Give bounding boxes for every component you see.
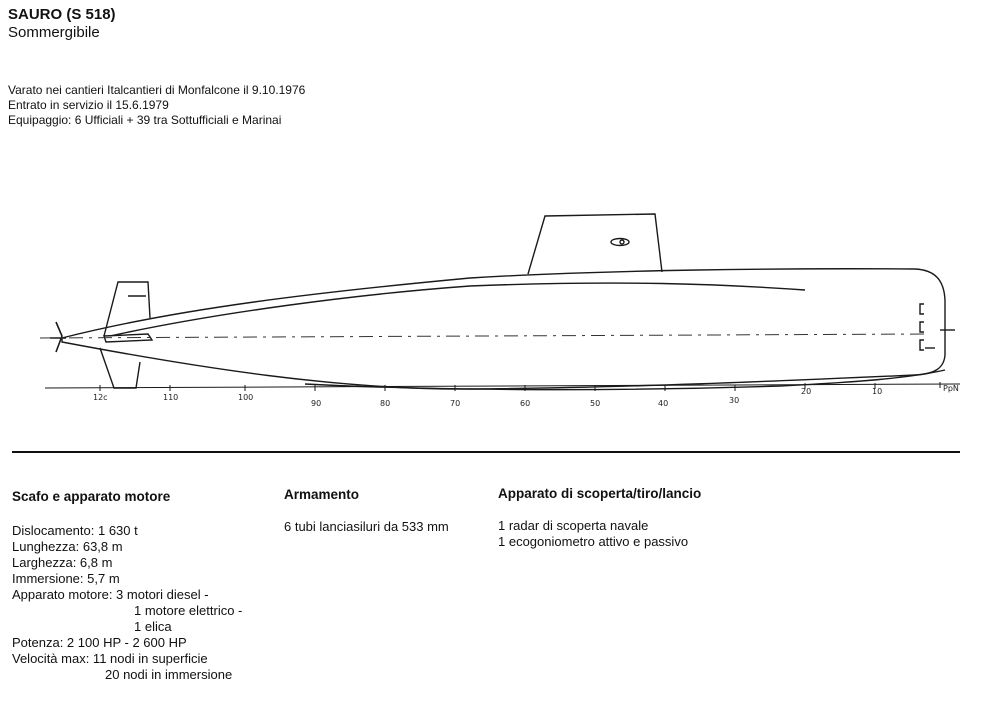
frame-label: 50 (590, 399, 601, 408)
baseline (45, 384, 960, 388)
submarine-profile-drawing (0, 200, 1000, 430)
lower-rudder (100, 348, 140, 388)
sensors-heading: Apparato di scoperta/tiro/lancio (498, 486, 702, 501)
history-block (8, 83, 305, 128)
spec-line: Apparato motore: 3 motori diesel - (12, 587, 209, 602)
spec-line: Immersione: 5,7 m (12, 571, 120, 586)
frame-label: 30 (729, 396, 740, 405)
hull-specs (12, 523, 242, 683)
spec-line: Larghezza: 6,8 m (12, 555, 113, 570)
spec-line: 1 radar di scoperta navale (498, 518, 649, 533)
frame-label: 40 (658, 399, 669, 408)
hull-heading: Scafo e apparato motore (12, 489, 171, 504)
sensors-specs (498, 518, 688, 550)
frame-label: 100 (238, 393, 254, 402)
spec-line: Dislocamento: 1 630 t (12, 523, 138, 538)
frame-label: 20 (801, 387, 812, 396)
spec-line: 1 motore elettrico - (134, 603, 243, 618)
section-divider (12, 451, 960, 453)
deck-line (110, 283, 805, 336)
frame-label: 80 (380, 399, 391, 408)
page-title: SAURO (S 518) (8, 6, 116, 23)
frame-label: 90 (311, 399, 322, 408)
launch-text: Varato nei cantieri Italcantieri di Monfalcone il 9.10.1976 (8, 83, 306, 97)
frame-label: 70 (450, 399, 461, 408)
frame-label: 10 (872, 387, 883, 396)
armament-heading: Armamento (284, 487, 360, 502)
crew-text: Equipaggio: 6 Ufficiali + 39 tra Sottufficiali e Marinai (8, 113, 282, 127)
spec-line: 1 elica (134, 619, 172, 634)
page-subtitle: Sommergibile (8, 24, 100, 41)
spec-line: Lunghezza: 63,8 m (12, 539, 123, 554)
armament-specs (284, 519, 449, 535)
frame-label: 110 (163, 393, 179, 402)
spec-line: Velocità max: 11 nodi in superficie (12, 651, 208, 666)
frame-label: PpN (943, 384, 959, 393)
frame-label: 12c (93, 393, 108, 402)
service-text: Entrato in servizio il 15.6.1979 (8, 98, 169, 112)
frame-label: 60 (520, 399, 531, 408)
centreline (40, 334, 930, 338)
spec-line: 20 nodi in immersione (105, 667, 233, 682)
hull-outline (62, 269, 945, 389)
bow-brackets (920, 304, 924, 350)
sail (528, 214, 662, 274)
spec-line: 6 tubi lanciasiluri da 533 mm (284, 519, 449, 534)
spec-line: Potenza: 2 100 HP - 2 600 HP (12, 635, 187, 650)
upper-rudder (104, 282, 150, 336)
spec-line: 1 ecogoniometro attivo e passivo (498, 534, 689, 549)
